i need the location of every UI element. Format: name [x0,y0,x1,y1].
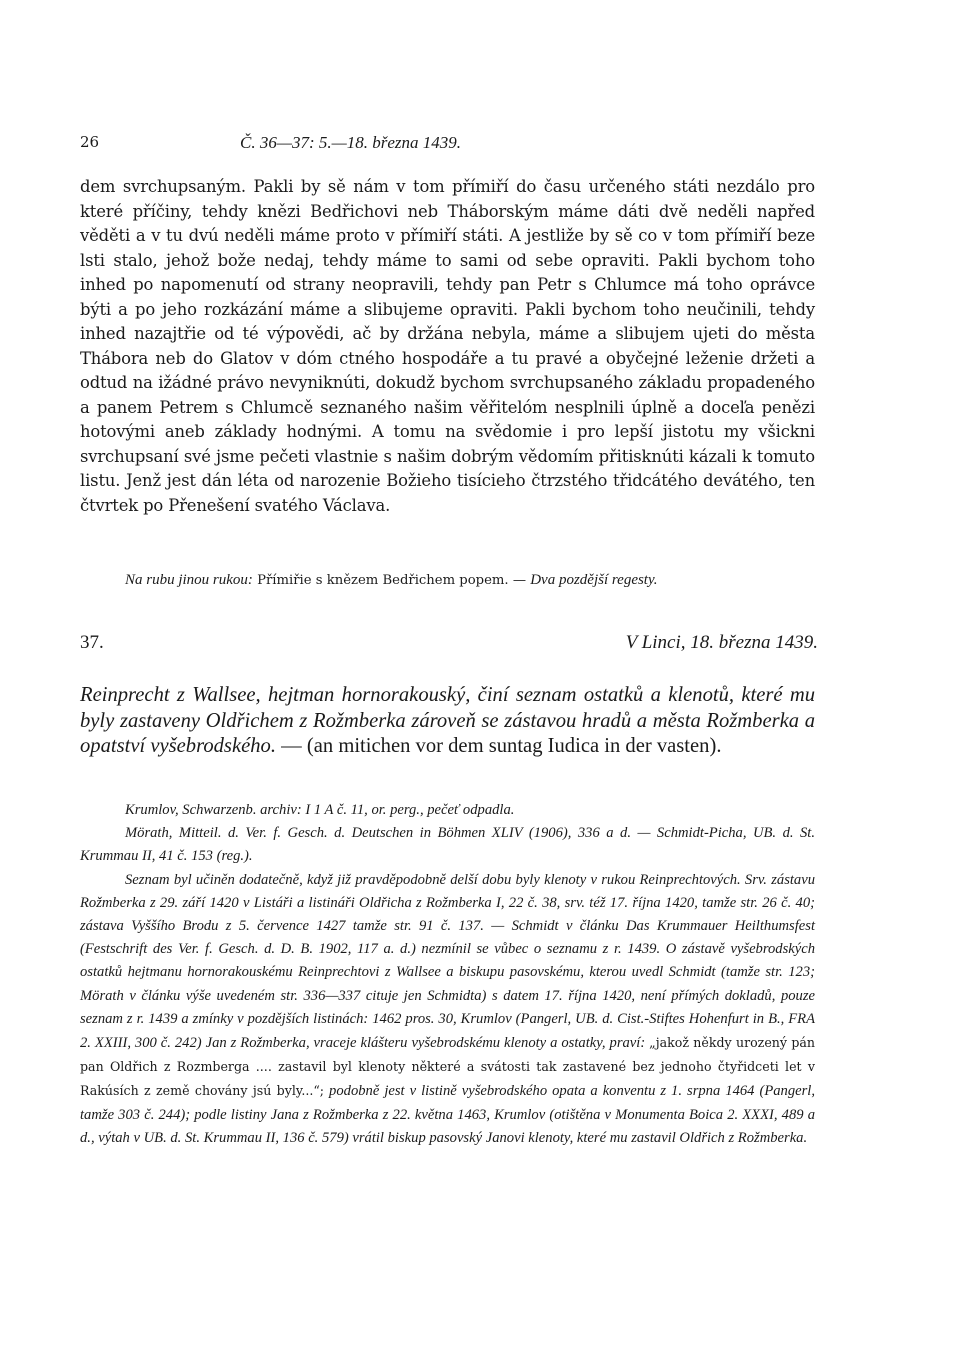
literature-note: Mörath, Mitteil. d. Ver. f. Gesch. d. Deutschen in Böhmen XLIV (1906), 336 a d. — Schmidt-Picha, UB. d. St. Krummau II, 41 č. 153 (reg.). [80,825,815,865]
document-37-heading [80,632,818,660]
regest-dash: — [275,735,307,757]
regest-summary: Reinprecht z Wallsee, hejtman hornorakouský, činí seznam ostatků a klenotů, které mu byly zastaveny Oldřichem z Rožmberka zároveň se zástavou hradů a města Rožmberka a opatství vyšebrodského. [80,684,815,757]
dorsal-note-label: Na rubu jinou rukou: [125,572,253,588]
dorsal-note-dash: — [512,573,527,588]
page-number: 26 [80,133,100,151]
commentary-part-1: Seznam byl učiněn dodatečně, když již pravděpodobně delší dobu byly klenoty v rukou Reinprechtových. Srv. zástavu Rožmberka z 29. září 1420 v Listáři a listináři Oldřicha z Rožmberka I, 22 č. 38, srv. též 17. října 1420, tamže str. 26 č. 40; zástava Vyššího Brodu z 5. července 1427 tamže str. 91 č. 137. — Schmidt v článku Das Krummauer Heilthumsfest (Festschrift des Ver. f. Gesch. d. D. B. 1902, 117 a. d.) nezmínil se vůbec o seznamu z r. 1439. O zástavě vyšebrodských ostatků hejtmanu hornorakouskému Reinprechtovi z Wallsee a biskupu pasovskému, kterou uvedl Schmidt (tamže str. 123; Mörath v článku výše uvedeném str. 336—337 cituje jen Schmidta) s datem 17. října 1420, není přímých dokladů, pouze seznam z r. 1439 a zmínky v pozdějších listinách: 1462 pros. 30, Krumlov (Pangerl, UB. d. Cist.-Stiftes Hohenfurt in B., FRA 2. XXIII, 300 č. 242) Jan z Rožmberka, vraceje klášteru vyšebrodskému klenoty a ostatky, praví: [80,871,815,1052]
commentary-part-2: podobně jest v listině vyšebrodského opata a konventu z 1. srpna 1464 (Pangerl, tamže 303 č. 244); podle listiny Jana z Rožmberka z 22. května 1463, Krumlov (otištěna v Monumenta Boica 2. XXXI, 489 a d., výtah v UB. d. St. Krummau II, 136 č. 579) vrátil biskup pasovský Janovi klenoty, které mu zastavil Oldřich z Rožmberka. [80,1083,815,1146]
running-title: Č. 36—37: 5.—18. března 1439. [240,133,462,152]
document-number: 37. [80,632,104,653]
critical-apparatus [80,799,815,1150]
page-header [80,133,815,157]
body-paragraph: dem svrchupsaným. Pakli by sě nám v tom přímiří do času určeného státi nezdálo pro které příčiny, tehdy knězi Bedřichovi neb Tháborským máme dáti dvě neděli napřed věděti a v tu dvú neděli máme proto v přímiří státi. A jestliže by sě co v tom přímiří beze lsti stalo, jehož bože nedaj, tehdy máme to sami od sebe opraviti. Pakli bychom toho inhed po napomenutí od strany neopravili, tehdy pan Petr s Chlumce má toho oprávce býti a po jeho rozkázání máme a slibujeme opraviti. Pakli bychom toho neučinili, tehdy inhed nazajtřie od té výpovědi, ač by držána nebyla, máme a slibujem ujeti do města Thábora neb do Glatov v dóm ctného hospodáře a tu pravé a obyčejné leženie držeti a odtud na ižádné právo nevyniknúti, dokudž bychom svrchupsaného základu propadeného a panem Petrem s Chlumcě seznaného našim věřitelóm nesplnili úplně a doceľa penězi hotovými aneb základy hodnými. A tomu na svědomie i pro lepší jistotu my všickni svrchupsaní své jsme pečeti vlastnie s našim dobrým vědomím přitisknúti kázali k tomuto listu. Jenž jest dán léta od narozenie Božieho tisícieho čtrzstého třidcátého devátého, ten čtvrtek po Přenešení svatého Václava. [80,177,815,515]
commentary-note [80,869,815,1150]
document-place-date: V Linci, 18. března 1439. [625,632,818,653]
archive-note: Krumlov, Schwarzenb. archiv: I 1 A č. 11, or. perg., pečeť odpadla. [125,802,515,818]
document-regest [80,683,815,760]
commentary-quote: „jakož někdy urozený pán pan Oldřich z Rozmberga .... zastavil byl klenoty některé a svátosti tak zastavené bez jednoho čtyřidceti let v Rakúsích z země chovány jsú byly...“; [80,1035,815,1099]
regest-original-date: (an mitichen vor dem suntag Iudica in der vasten). [306,735,722,757]
dorsal-note-text: Přímiřie s knězem Bedřichem popem. [257,573,509,588]
dorsal-note [125,570,825,591]
document-36-text-continuation [80,175,815,518]
dorsal-note-suffix: Dva pozdější regesty. [530,572,658,588]
